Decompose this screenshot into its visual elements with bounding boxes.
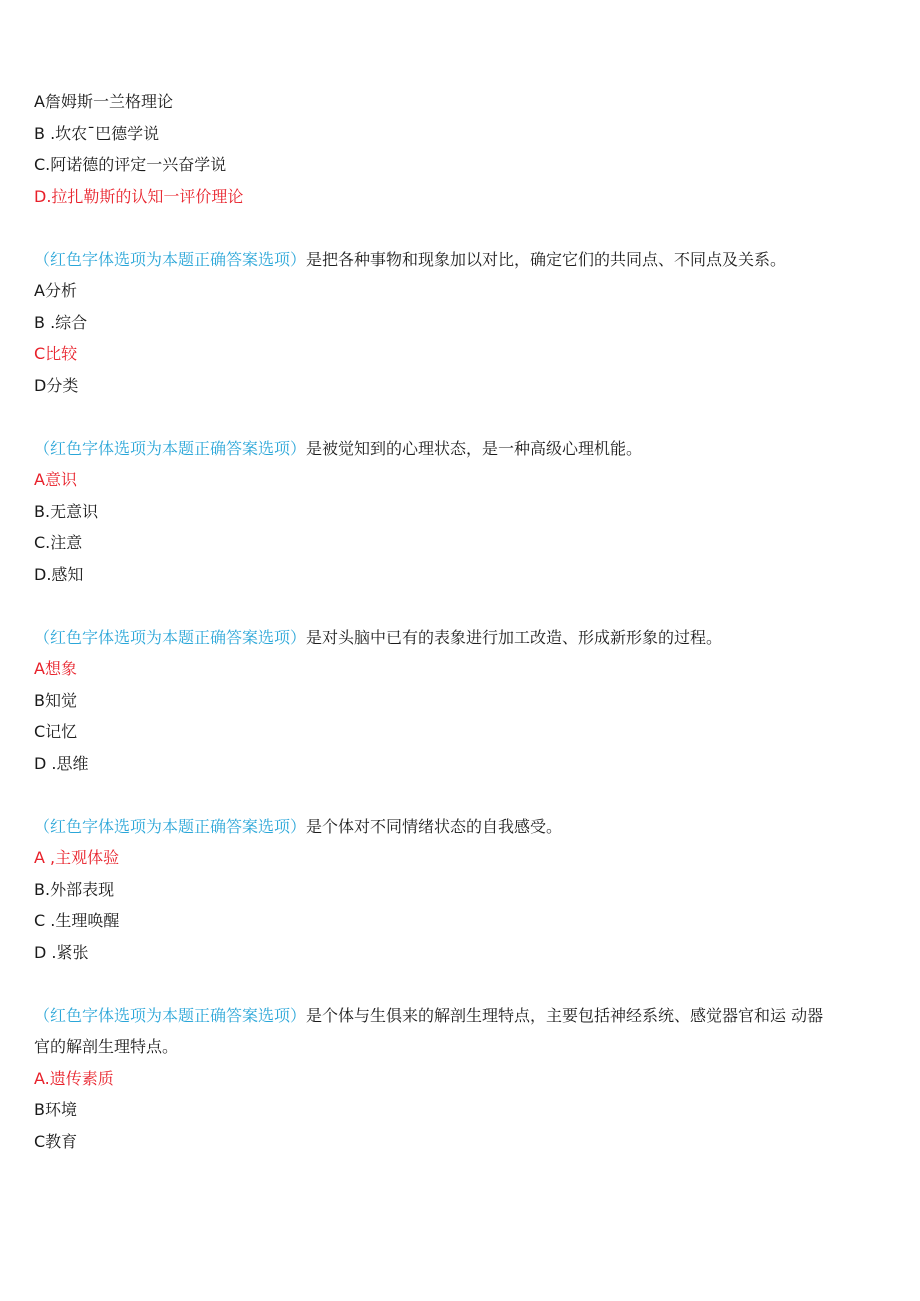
question-block-0	[34, 86, 884, 212]
answer-hint: （红色字体选项为本题正确答案选项）	[34, 438, 307, 458]
option-a-correct: A意识	[34, 470, 77, 489]
question-stem	[34, 244, 884, 276]
option-a-correct: A.遗传素质	[34, 1068, 114, 1088]
question-block-1	[34, 244, 884, 402]
option-c: C.注意	[34, 533, 83, 552]
option-b: B.外部表现	[34, 879, 115, 899]
option-c: C教育	[34, 1131, 78, 1151]
answer-hint: （红色字体选项为本题正确答案选项）	[34, 1005, 307, 1025]
document-page	[34, 86, 884, 1189]
option-a-correct: A ,主观体验	[34, 848, 120, 867]
question-text: 是对头脑中已有的表象进行加工改造、形成新形象的过程。	[306, 627, 723, 647]
option-c: C.阿诺德的评定一兴奋学说	[34, 155, 227, 174]
option-d: D.感知	[34, 564, 84, 584]
option-d: D .紧张	[34, 942, 89, 962]
option-c-correct: C比较	[34, 344, 78, 363]
answer-hint: （红色字体选项为本题正确答案选项）	[34, 627, 307, 647]
option-a: A詹姆斯一兰格理论	[34, 92, 173, 111]
question-stem	[34, 811, 884, 843]
option-c: C .生理唤醒	[34, 911, 120, 930]
answer-hint: （红色字体选项为本题正确答案选项）	[34, 816, 307, 836]
question-stem	[34, 1000, 884, 1063]
question-block-5	[34, 1000, 884, 1158]
question-text: 是把各种事物和现象加以对比，确定它们的共同点、不同点及关系。	[306, 249, 787, 269]
question-block-4	[34, 811, 884, 969]
option-c: C记忆	[34, 722, 78, 741]
option-b: B知觉	[34, 690, 77, 710]
option-b: B .坎农¯巴德学说	[34, 123, 160, 143]
question-text-line1: 是个体与生俱来的解剖生理特点，主要包括神经系统、感觉器官和运 动器	[306, 1005, 824, 1025]
question-stem	[34, 622, 884, 654]
question-block-2	[34, 433, 884, 591]
option-d: D分类	[34, 375, 79, 395]
question-text: 是个体对不同情绪状态的自我感受。	[306, 816, 563, 836]
option-a-correct: A想象	[34, 659, 77, 678]
option-a: A分析	[34, 281, 77, 300]
answer-hint: （红色字体选项为本题正确答案选项）	[34, 249, 307, 269]
option-d-correct: D.拉扎勒斯的认知一评价理论	[34, 186, 244, 206]
question-stem	[34, 433, 884, 465]
option-b: B .综合	[34, 312, 88, 332]
question-text: 是被觉知到的心理状态，是一种高级心理机能。	[306, 438, 643, 458]
question-text-line2: 官的解剖生理特点。	[34, 1037, 179, 1056]
option-b: B.无意识	[34, 501, 99, 521]
question-block-3	[34, 622, 884, 780]
option-d: D .思维	[34, 753, 89, 773]
option-b: B环境	[34, 1100, 77, 1119]
